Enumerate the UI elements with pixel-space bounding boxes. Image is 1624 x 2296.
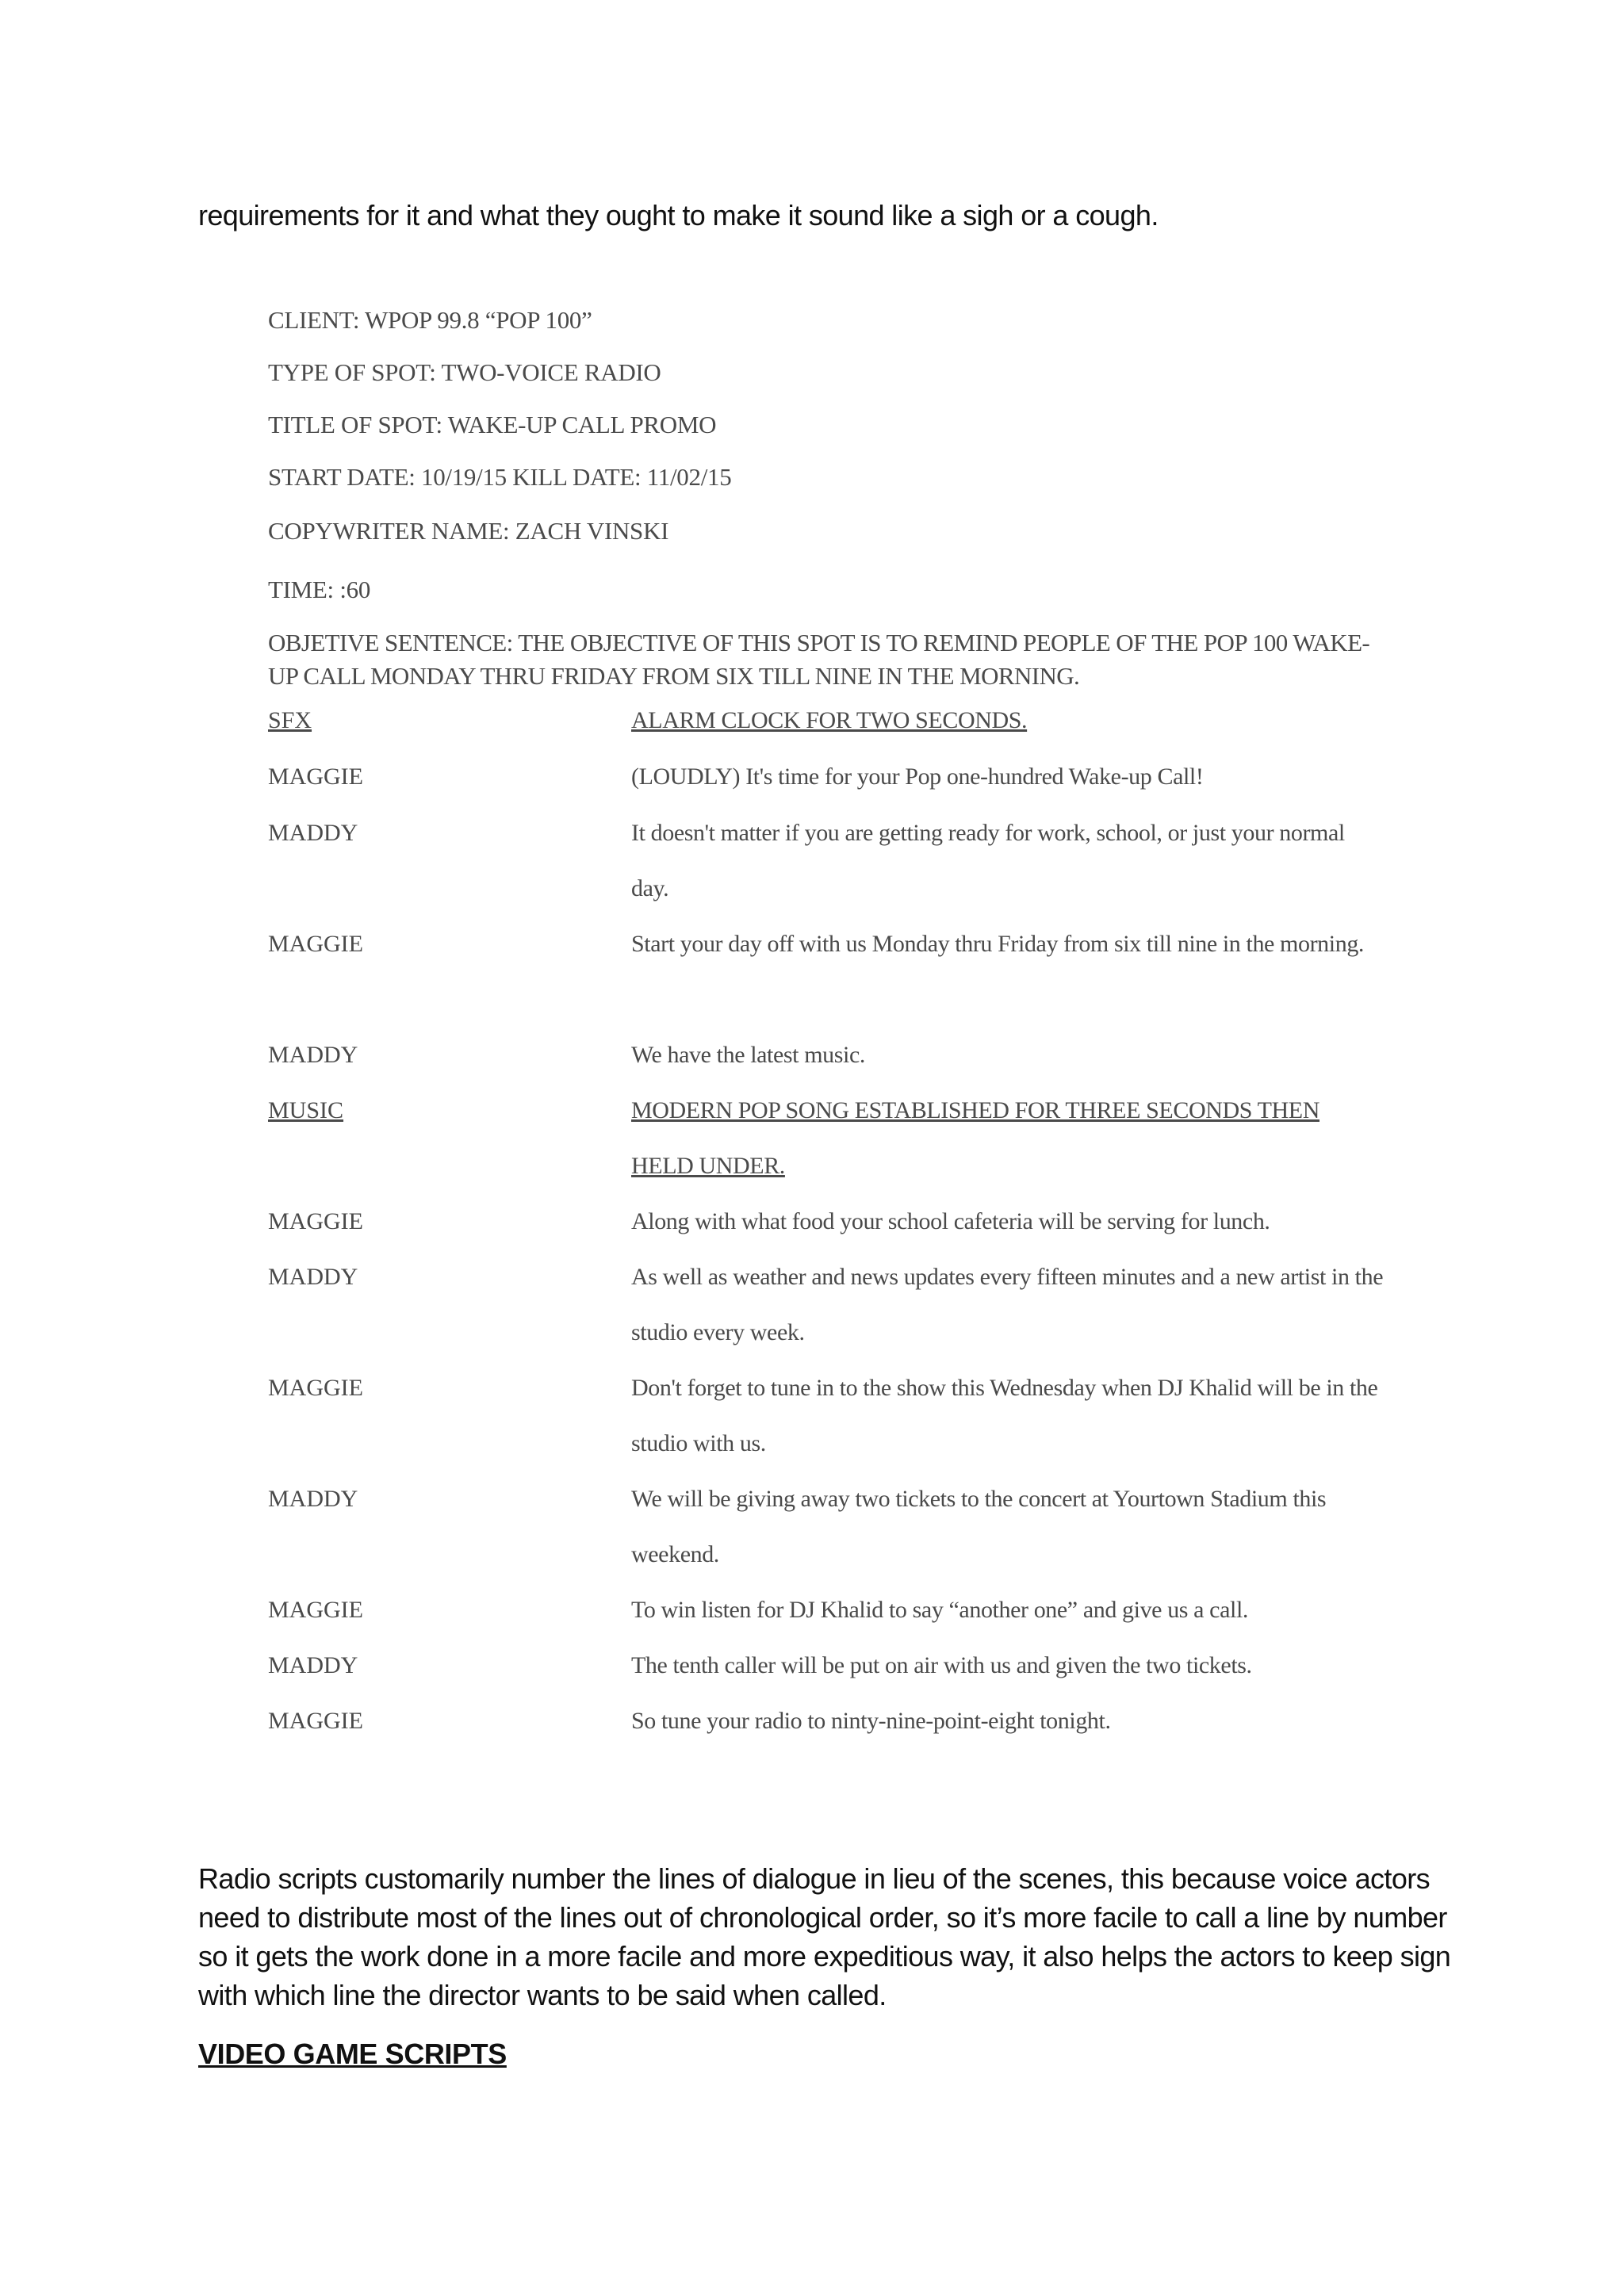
script-line: To win listen for DJ Khalid to say “another one” and give us a call.	[631, 1597, 1248, 1623]
script-line: We will be giving away two tickets to the concert at Yourtown Stadium this weekend.	[631, 1486, 1327, 1567]
client-line: CLIENT: WPOP 99.8 “POP 100”	[268, 306, 592, 334]
intro-text: requirements for it and what they ought to make it sound like a sigh or a cough.	[198, 199, 1159, 232]
script-line: So tune your radio to ninty-nine-point-eight tonight.	[631, 1708, 1111, 1734]
script-line: Along with what food your school cafeteria will be serving for lunch.	[631, 1208, 1270, 1234]
script-speaker: MADDY	[268, 1652, 358, 1678]
script-speaker: MAGGIE	[268, 763, 363, 790]
objective-sentence: OBJETIVE SENTENCE: THE OBJECTIVE OF THIS SPOT IS TO REMIND PEOPLE OF THE POP 100 WAKE-UP CALL MONDAY THRU FRIDAY FROM SIX TILL NINE IN THE MORNING.	[268, 629, 1370, 690]
title-of-spot-line: TITLE OF SPOT: WAKE-UP CALL PROMO	[268, 411, 717, 438]
script-speaker: MADDY	[268, 1264, 358, 1290]
script-speaker: MAGGIE	[268, 1597, 363, 1623]
script-speaker: MADDY	[268, 1042, 358, 1068]
script-line: Start your day off with us Monday thru Friday from six till nine in the morning.	[631, 931, 1365, 957]
script-speaker: MADDY	[268, 820, 358, 846]
closing-paragraph: Radio scripts customarily number the lines of dialogue in lieu of the scenes, this because voice actors need to distribute most of the lines out of chronological order, so it’s more facile to call a line by number so it gets the work done in a more facile and more expeditious way, it also helps the actors to keep sign with which line the director wants to be said when called.	[198, 1862, 1451, 2011]
script-line: As well as weather and news updates every fifteen minutes and a new artist in the studio every week.	[631, 1264, 1384, 1345]
script-line: ALARM CLOCK FOR TWO SECONDS.	[631, 707, 1028, 733]
script-line: The tenth caller will be put on air with us and given the two tickets.	[631, 1652, 1252, 1678]
script-speaker: MADDY	[268, 1486, 358, 1512]
copywriter-line: COPYWRITER NAME: ZACH VINSKI	[268, 517, 669, 545]
script-line: It doesn't matter if you are getting ready for work, school, or just your normal day.	[631, 820, 1345, 901]
script-line: (LOUDLY) It's time for your Pop one-hundred Wake-up Call!	[631, 763, 1204, 790]
dates-line: START DATE: 10/19/15 KILL DATE: 11/02/15	[268, 463, 732, 491]
section-heading: VIDEO GAME SCRIPTS	[198, 2038, 507, 2070]
script-speaker: MAGGIE	[268, 1708, 363, 1734]
script-speaker: MAGGIE	[268, 931, 363, 957]
script-line: Don't forget to tune in to the show this Wednesday when DJ Khalid will be in the studio with us.	[631, 1375, 1378, 1456]
script-speaker: MAGGIE	[268, 1375, 363, 1401]
type-of-spot-line: TYPE OF SPOT: TWO-VOICE RADIO	[268, 358, 661, 386]
script-speaker: MUSIC	[268, 1097, 344, 1123]
time-line: TIME: :60	[268, 576, 371, 603]
script-speaker: SFX	[268, 707, 312, 733]
script-line: MODERN POP SONG ESTABLISHED FOR THREE SECONDS THEN HELD UNDER.	[631, 1097, 1320, 1179]
radio-script-image	[238, 285, 1411, 1776]
script-line: We have the latest music.	[631, 1042, 865, 1068]
script-speaker: MAGGIE	[268, 1208, 363, 1234]
